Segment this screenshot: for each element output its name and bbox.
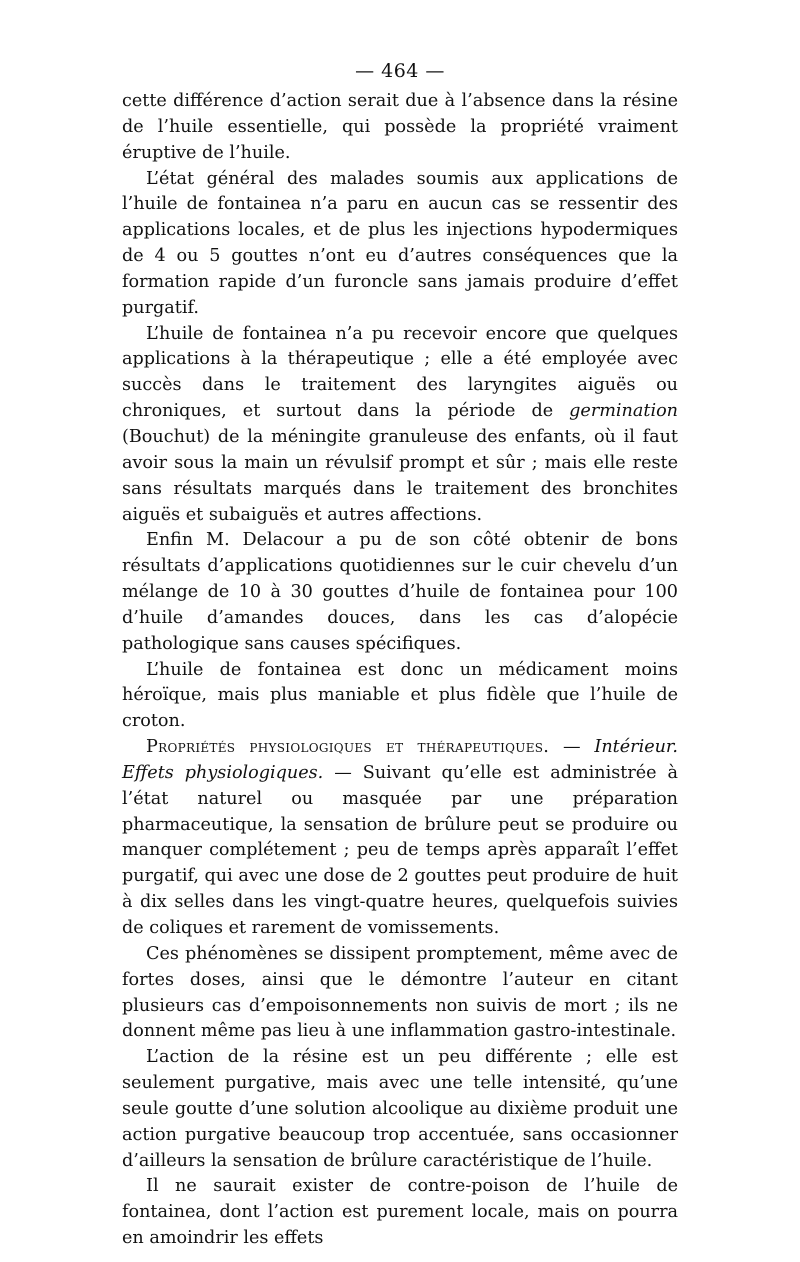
- paragraph: [122, 735, 678, 942]
- paragraph: [122, 528, 678, 657]
- paragraph: [122, 167, 678, 322]
- book-page: [122, 58, 678, 1248]
- paragraph: [122, 322, 678, 529]
- body-text: [122, 89, 678, 1252]
- text-run: — Suivant qu’elle est administrée à l’état naturel ou masquée par une préparation pharmaceutique, la sensation de brûlure peut se produire ou manquer complétement ; peu de temps après apparaît l’effet purgatif, qui avec une dose de 2 gouttes peut produire de huit à dix selles dans les vingt-quatre heures, quelquefois suivies de coliques et rarement de vomissements.: [122, 762, 678, 938]
- text-run: L’huile de fontainea est donc un médicament moins héroïque, mais plus maniable et plus fidèle que l’huile de croton.: [122, 659, 678, 732]
- emphasis-text: germination: [569, 401, 678, 422]
- text-run: L’action de la résine est un peu différente ; elle est seulement purgative, mais avec une telle intensité, qu’une seule goutte d’une solution alcoolique au dixième produit une action purgative beaucoup trop accentuée, sans occasionner d’ailleurs la sensation de brûlure caractéristique de l’huile.: [122, 1047, 678, 1171]
- text-run: —: [549, 737, 595, 758]
- text-run: L’état général des malades soumis aux applications de l’huile de fontainea n’a paru en aucun cas se ressentir des applications locales, et de plus les injections hypodermiques de 4 ou 5 gouttes n’ont eu d’autres conséquences que la formation rapide d’un furoncle sans jamais produire d’effet purgatif.: [122, 168, 678, 318]
- text-run: Enfin M. Delacour a pu de son côté obtenir de bons résultats d’applications quotidiennes sur le cuir chevelu d’un mélange de 10 à 30 gouttes d’huile de fontainea pour 100 d’huile d’amandes douces, dans les cas d’alopécie pathologique sans causes spécifiques.: [122, 530, 678, 654]
- text-run: L’huile de fontainea n’a pu recevoir encore que quelques applications à la thérapeutique ; elle a été employée avec succès dans le traitement des laryngites aiguës ou chroniques, et surtout dans la période de: [122, 323, 678, 422]
- text-run: (Bouchut) de la méningite granuleuse des enfants, où il faut avoir sous la main un révulsif prompt et sûr ; mais elle reste sans résultats marqués dans le traitement des bronchites aiguës et subaiguës et autres affections.: [122, 426, 678, 525]
- section-heading: Propriétés physiologiques et thérapeutiques.: [146, 737, 550, 758]
- emphasis-text: Intérieur. Effets physiologiques.: [122, 737, 679, 783]
- paragraph: [122, 658, 678, 736]
- text-run: Il ne saurait exister de contre-poison de l’huile de fontainea, dont l’action est purement locale, mais on pourra en amoindrir les effets: [122, 1176, 678, 1249]
- text-run: Ces phénomènes se dissipent promptement, même avec de fortes doses, ainsi que le démontre l’auteur en citant plusieurs cas d’empoisonnements non suivis de mort ; ils ne donnent même pas lieu à une inflammation gastro-intestinale.: [122, 943, 678, 1042]
- paragraph: [122, 1045, 678, 1174]
- page-number: — 464 —: [355, 60, 445, 82]
- text-run: cette différence d’action serait due à l’absence dans la résine de l’huile essentielle, qui possède la propriété vraiment éruptive de l’huile.: [122, 91, 678, 163]
- paragraph: [122, 942, 678, 1045]
- paragraph: [122, 89, 678, 167]
- paragraph: [122, 1174, 678, 1252]
